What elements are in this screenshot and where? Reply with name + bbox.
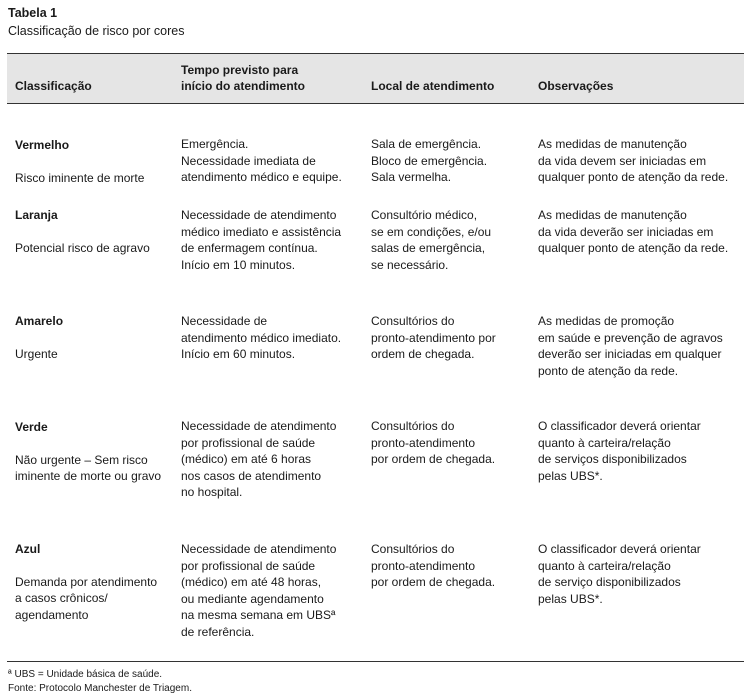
row-notes: O classificador deverá orientar quanto à carteira/relação de serviços disponibilizados pelas UBS*. (538, 419, 701, 483)
row-place: Consultórios do pronto-atendimento por ordem de chegada. (371, 419, 496, 466)
risk-description: Urgente (15, 346, 58, 361)
header-place: Local de atendimento (371, 79, 495, 93)
risk-category: Amarelo (15, 313, 64, 328)
risk-description: Potencial risco de agravo (15, 240, 150, 255)
row-time: Necessidade de atendimento médico imediato. Início em 60 minutos. (181, 314, 342, 361)
footnote-source: Fonte: Protocolo Manchester de Triagem. (8, 683, 192, 694)
table-title: Tabela 1 (8, 6, 58, 20)
row-notes: As medidas de manutenção da vida devem ser iniciadas em qualquer ponto de atenção da rede. (538, 137, 729, 184)
row-classification (15, 524, 157, 640)
table-subtitle: Classificação de risco por cores (8, 24, 185, 38)
row-time: Necessidade de atendimento médico imediato e assistência de enfermagem contínua. Início em 10 minutos. (181, 208, 342, 272)
risk-category: Verde (15, 419, 48, 434)
row-place: Consultório médico, se em condições, e/ou salas de emergência, se necessário. (371, 208, 492, 272)
header-time: Tempo previsto para início do atendimento (181, 63, 306, 93)
header-classification: Classificação (15, 79, 92, 93)
row-notes: O classificador deverá orientar quanto à carteira/relação de serviço disponibilizados pelas UBS*. (538, 542, 701, 606)
row-time: Necessidade de atendimento por profissional de saúde (médico) em até 48 horas, ou mediante agendamento na mesma semana em UBSª de referência. (181, 542, 337, 639)
risk-description: Risco iminente de morte (15, 170, 145, 185)
table-bottom-rule (7, 661, 744, 662)
row-classification (15, 296, 63, 379)
header-notes: Observações (538, 79, 614, 93)
footnote-abbreviation: ª UBS = Unidade básica de saúde. (8, 669, 163, 680)
row-notes: As medidas de manutenção da vida deverão ser iniciadas em qualquer ponto de atenção da rede. (538, 208, 729, 255)
row-place: Consultórios do pronto-atendimento por ordem de chegada. (371, 542, 496, 589)
row-place: Sala de emergência. Bloco de emergência. Sala vermelha. (371, 137, 488, 184)
row-classification (15, 402, 161, 501)
row-place: Consultórios do pronto-atendimento por ordem de chegada. (371, 314, 496, 361)
row-time: Emergência. Necessidade imediata de atendimento médico e equipe. (181, 137, 342, 184)
risk-description: Não urgente – Sem risco iminente de morte ou gravo (15, 452, 162, 483)
risk-description: Demanda por atendimento a casos crônicos/ agendamento (15, 574, 158, 622)
row-time: Necessidade de atendimento por profissional de saúde (médico) em até 6 horas nos casos de atendimento no hospital. (181, 419, 337, 499)
row-classification (15, 190, 150, 273)
risk-category: Azul (15, 541, 41, 556)
row-notes: As medidas de promoção em saúde e prevenção de agravos deverão ser iniciadas em qualquer ponto de atenção da rede. (538, 314, 723, 378)
table-header-rule (7, 103, 744, 104)
risk-category: Vermelho (15, 137, 70, 152)
risk-category: Laranja (15, 207, 58, 222)
